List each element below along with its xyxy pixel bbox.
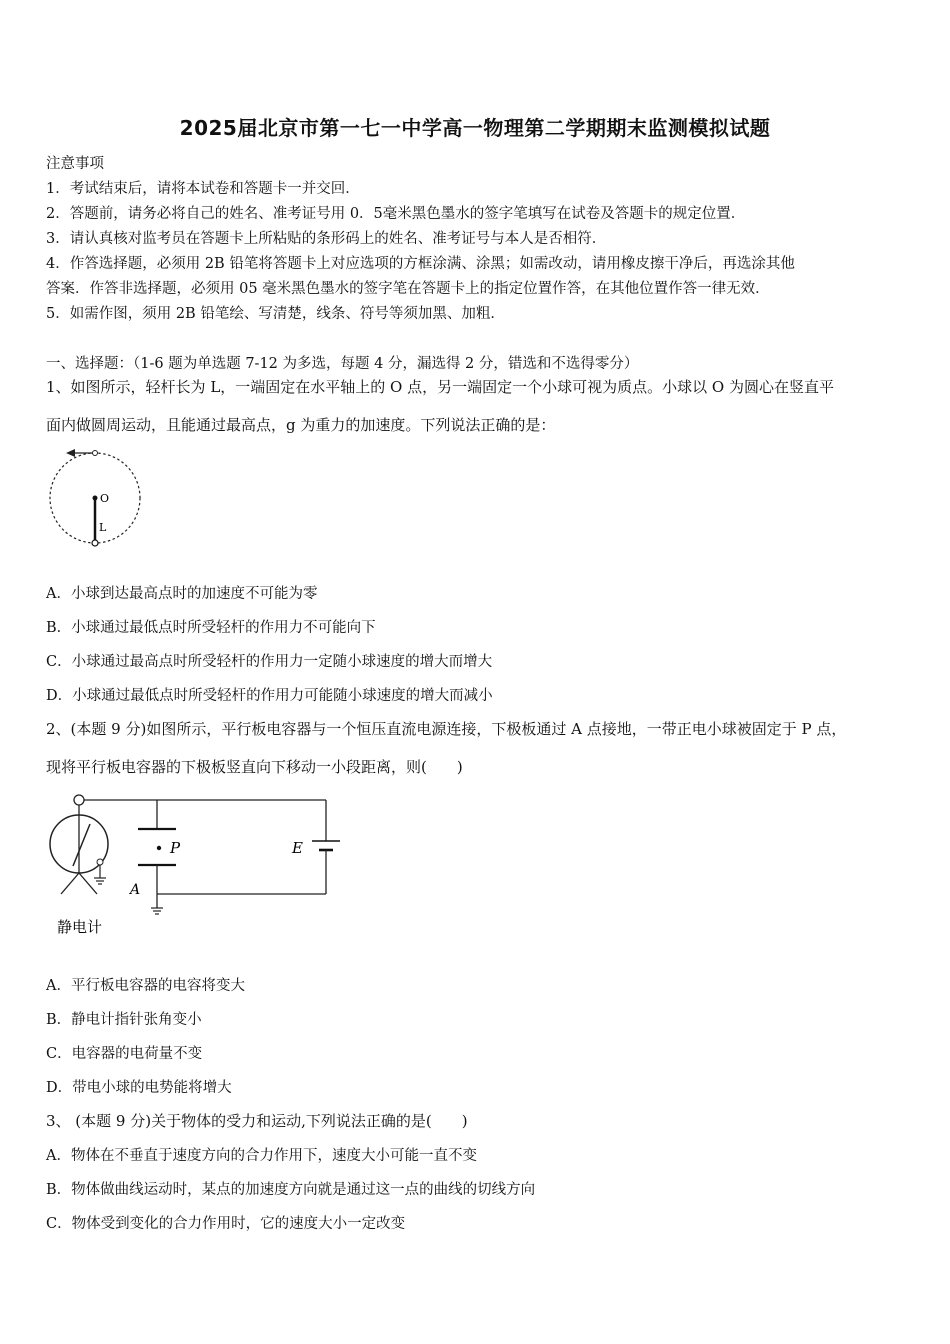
q1-option-d: D．小球通过最低点时所受轻杆的作用力可能随小球速度的增大而减小 (46, 688, 493, 704)
notice-item: 答案．作答非选择题，必须用 05 毫米黑色墨水的签字笔在答题卡上的指定位置作答，在其他位置作答一律无效． (46, 281, 770, 297)
circular-motion-figure (44, 444, 148, 556)
question-1-text: 1、如图所示，轻杆长为 L，一端固定在水平轴上的 O 点，另一端固定一个小球可视为质点。小球以 O 为圆心在竖直平 (46, 378, 834, 396)
q3-option-b: B．物体做曲线运动时，某点的加速度方向就是通过这一点的曲线的切线方向 (46, 1182, 536, 1198)
pivot-o (93, 496, 98, 501)
meter-ground-terminal (97, 859, 103, 865)
q2-option-c: C．电容器的电荷量不变 (46, 1046, 203, 1062)
label-electrometer: 静电计 (57, 918, 103, 936)
ball (92, 540, 98, 546)
section-heading: 一、选择题：（1-6 题为单选题 7-12 为多选，每题 4 分，漏选得 2 分，错选和不选得零分） (46, 356, 639, 372)
q1-option-b: B．小球通过最低点时所受轻杆的作用力不可能向下 (46, 620, 376, 636)
label-p: P (170, 839, 181, 857)
q1-option-a: A．小球到达最高点时的加速度不可能为零 (46, 586, 318, 602)
notice-item: 4．作答选择题，必须用 2B 铅笔将答题卡上对应选项的方框涂满、涂黑；如需改动，请用橡皮擦干净后，再选涂其他 (46, 256, 795, 272)
capacitor-circuit-figure (44, 786, 348, 938)
meter-leg (79, 873, 97, 894)
meter-needle (73, 824, 90, 866)
top-point (93, 451, 98, 456)
page-title: 2025届北京市第一七一中学高一物理第二学期期末监测模拟试题 (179, 116, 771, 140)
question-3-text: 3、 (本题 9 分)关于物体的受力和运动,下列说法正确的是( ) (46, 1112, 468, 1130)
question-1-text-cont: 面内做圆周运动，且能通过最高点，g 为重力的加速度。下列说法正确的是： (46, 416, 556, 434)
q3-option-a: A．物体在不垂直于速度方向的合力作用下，速度大小可能一直不变 (46, 1148, 477, 1164)
question-2-text-cont: 现将平行板电容器的下极板竖直向下移动一小段距离，则( ) (46, 758, 463, 776)
notice-item: 1．考试结束后，请将本试卷和答题卡一并交回． (46, 181, 360, 197)
q2-option-b: B．静电计指针张角变小 (46, 1012, 202, 1028)
label-e: E (292, 839, 303, 857)
q2-option-d: D．带电小球的电势能将增大 (46, 1080, 232, 1096)
question-2-text: 2、(本题 9 分)如图所示，平行板电容器与一个恒压直流电源连接，下极板通过 A 点接地，一带正电小球被固定于 P 点， (46, 720, 847, 738)
meter-leg (61, 873, 79, 894)
arrow-head-icon (66, 449, 75, 457)
notice-heading: 注意事项 (46, 156, 104, 172)
meter-terminal (74, 795, 84, 805)
q3-option-c: C．物体受到变化的合力作用时，它的速度大小一定改变 (46, 1216, 406, 1232)
notice-item: 2．答题前，请务必将自己的姓名、准考证号用 0．5毫米黑色墨水的签字笔填写在试卷及答题卡的规定位置． (46, 206, 746, 222)
label-a: A (130, 882, 141, 898)
notice-item: 3．请认真核对监考员在答题卡上所粘贴的条形码上的姓名、准考证号与本人是否相符． (46, 231, 607, 247)
charged-ball-p (157, 846, 161, 850)
label-o: O (100, 492, 110, 505)
q1-option-c: C．小球通过最高点时所受轻杆的作用力一定随小球速度的增大而增大 (46, 654, 493, 670)
notice-item: 5．如需作图，须用 2B 铅笔绘、写清楚，线条、符号等须加黑、加粗． (46, 306, 505, 322)
q2-option-a: A．平行板电容器的电容将变大 (46, 978, 245, 994)
label-l: L (99, 521, 107, 534)
